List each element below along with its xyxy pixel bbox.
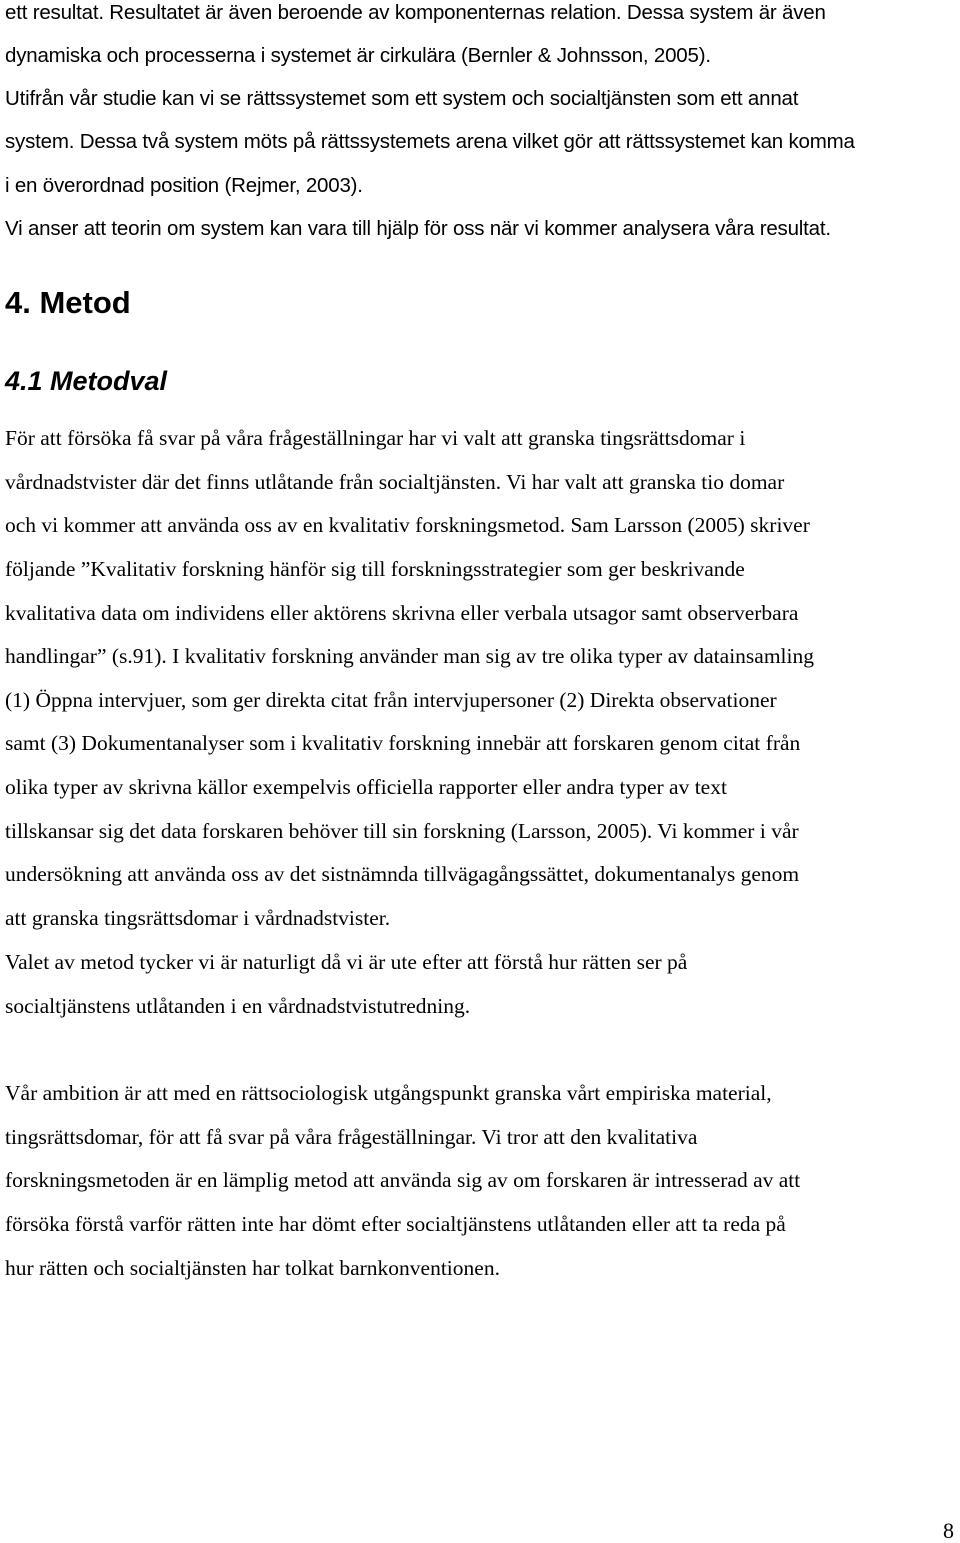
paragraph2-line-2: socialtjänstens utlåtanden i en vårdnadstvistutredning. bbox=[5, 994, 471, 1018]
section-heading: 4. Metod bbox=[5, 285, 131, 320]
paragraph1-line-5: kvalitativa data om individens eller aktörens skrivna eller verbala utsagor samt observerbara bbox=[5, 601, 799, 625]
intro-line-5: i en överordnad position (Rejmer, 2003). bbox=[5, 174, 363, 197]
paragraph3-line-1: Vår ambition är att med en rättsociologisk utgångspunkt granska vårt empiriska material, bbox=[5, 1081, 772, 1105]
paragraph1-line-7: (1) Öppna intervjuer, som ger direkta citat från intervjupersoner (2) Direkta observationer bbox=[5, 688, 777, 712]
paragraph1-line-8: samt (3) Dokumentanalyser som i kvalitativ forskning innebär att forskaren genom citat från bbox=[5, 731, 801, 755]
paragraph1-line-11: undersökning att använda oss av det sistnämnda tillvägagångssättet, dokumentanalys genom bbox=[5, 862, 800, 886]
subsection-heading: 4.1 Metodval bbox=[5, 366, 168, 396]
paragraph2-line-1: Valet av metod tycker vi är naturligt då vi är ute efter att förstå hur rätten ser på bbox=[5, 950, 688, 974]
paragraph1-line-2: vårdnadstvister där det finns utlåtande från socialtjänsten. Vi har valt att granska tio domar bbox=[5, 470, 785, 494]
paragraph3-line-5: hur rätten och socialtjänsten har tolkat barnkonventionen. bbox=[5, 1256, 500, 1280]
paragraph1-line-6: handlingar” (s.91). I kvalitativ forskning använder man sig av tre olika typer av datainsamling bbox=[5, 644, 815, 668]
paragraph3-line-2: tingsrättsdomar, för att få svar på våra frågeställningar. Vi tror att den kvalitativa bbox=[5, 1125, 698, 1149]
paragraph1-line-3: och vi kommer att använda oss av en kvalitativ forskningsmetod. Sam Larsson (2005) skriver bbox=[5, 513, 810, 537]
paragraph1-line-10: tillskansar sig det data forskaren behöver till sin forskning (Larsson, 2005). Vi kommer i vår bbox=[5, 819, 799, 843]
intro-line-3: Utifrån vår studie kan vi se rättssystemet som ett system och socialtjänsten som ett annat bbox=[5, 87, 799, 110]
intro-line-1: ett resultat. Resultatet är även beroende av komponenternas relation. Dessa system är även bbox=[5, 1, 826, 24]
intro-line-4: system. Dessa två system möts på rättssystemets arena vilket gör att rättssystemet kan komma bbox=[5, 130, 855, 153]
paragraph3-line-4: försöka förstå varför rätten inte har dömt efter socialtjänstens utlåtanden eller att ta reda på bbox=[5, 1212, 786, 1236]
intro-line-2: dynamiska och processerna i systemet är cirkulära (Bernler & Johnsson, 2005). bbox=[5, 44, 711, 67]
intro-line-6: Vi anser att teorin om system kan vara till hjälp för oss när vi kommer analysera våra resultat. bbox=[5, 217, 831, 240]
paragraph1-line-4: följande ”Kvalitativ forskning hänför sig till forskningsstrategier som ger beskrivande bbox=[5, 557, 745, 581]
paragraph3-line-3: forskningsmetoden är en lämplig metod att använda sig av om forskaren är intresserad av att bbox=[5, 1168, 801, 1192]
paragraph1-line-12: att granska tingsrättsdomar i vårdnadstvister. bbox=[5, 906, 391, 930]
page-number: 8 bbox=[943, 1518, 954, 1543]
paragraph1-line-9: olika typer av skrivna källor exempelvis officiella rapporter eller andra typer av text bbox=[5, 775, 727, 799]
paragraph1-line-1: För att försöka få svar på våra frågeställningar har vi valt att granska tingsrättsdomar i bbox=[5, 426, 746, 450]
